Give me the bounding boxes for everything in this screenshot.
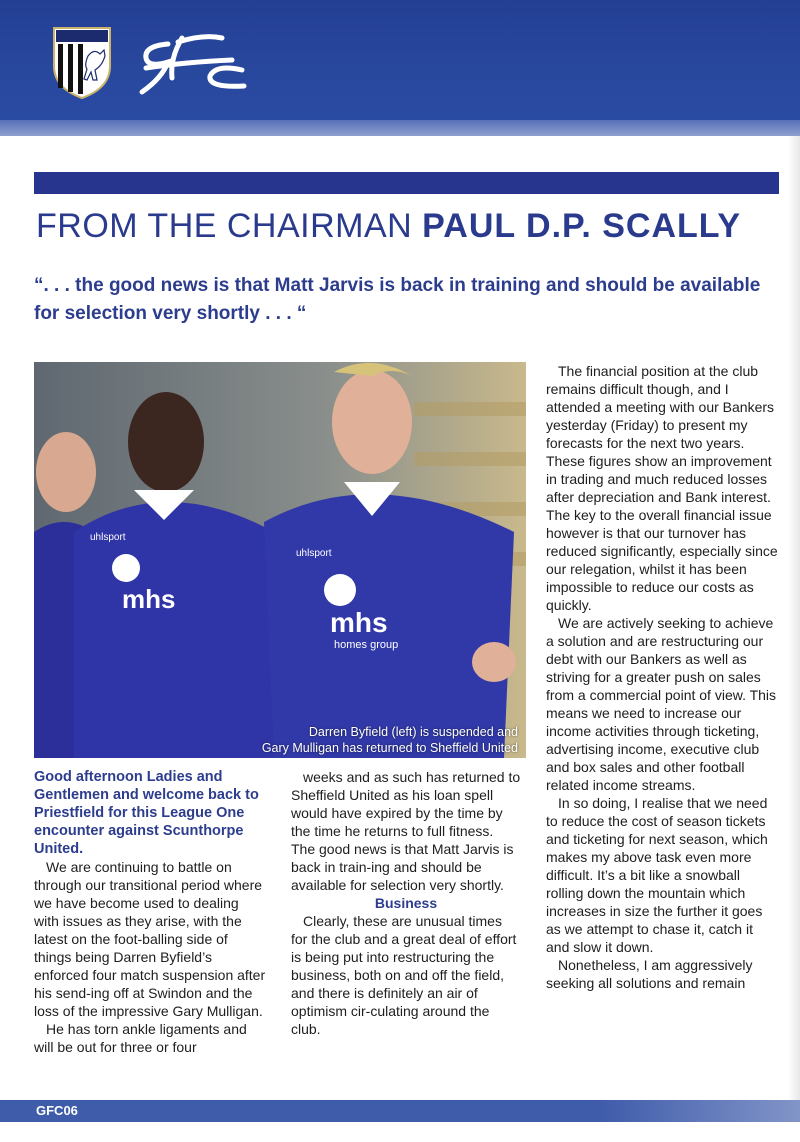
article-column-2 xyxy=(291,768,521,1038)
kit-brand-left: uhlsport xyxy=(90,532,126,543)
footer-bar xyxy=(0,1100,800,1122)
page-title xyxy=(36,204,781,248)
gfc-script-logo xyxy=(138,30,250,100)
caption-line-2: Gary Mulligan has returned to Sheffield United xyxy=(261,741,518,755)
article-column-3 xyxy=(546,362,778,992)
header-stripe xyxy=(0,120,800,136)
article-column-1 xyxy=(34,768,266,1056)
footer-shine xyxy=(600,1100,800,1122)
photo-caption xyxy=(218,724,518,756)
kit-brand-right: uhlsport xyxy=(296,548,332,559)
caption-line-1: Darren Byfield (left) is suspended and xyxy=(308,725,518,739)
article-intro: Good afternoon Ladies and Gentlemen and welcome back to Priestfield for this League One encounter against Scunthorpe United. xyxy=(34,769,259,857)
article-paragraph: He has torn ankle ligaments and will be out for three or four xyxy=(34,1021,247,1055)
article-paragraph: We are continuing to battle on through our transitional period where we have become used to dealing with issues as they arise, with the latest on the foot-balling side of things being Darren Byfield’s enforced four match suspension after his send-ing off at Swindon and the loss of the impressive Gary Mulligan. xyxy=(34,859,266,1019)
article-paragraph: In so doing, I realise that we need to reduce the cost of season tickets and ticketing for next season, which makes my above task even more difficult. It’s a bit like a snowball rolling down the mountain which increases in size the further it goes as we attempt to chase it, catch it and slow it down. xyxy=(546,795,768,955)
chairman-name: PAUL D.P. SCALLY xyxy=(422,207,742,245)
page-number: GFC06 xyxy=(36,1103,78,1118)
article-paragraph: Nonetheless, I am aggressively seeking all solutions and remain xyxy=(546,957,753,991)
article-paragraph: The financial position at the club remains difficult though, and I attended a meeting with our Bankers yesterday (Friday) to present my forecasts for the next two years. These figures show an improvement in trading and much reduced losses after depreciation and Bank interest. The key to the overall financial issue however is that our turnover has reduced significantly, especially since our relegation, whilst it has been impossible to reduce our costs as quickly. xyxy=(546,363,778,613)
article-paragraph: We are actively seeking to achieve a solution and are restructuring our debt with our Bankers as well as striving for a greater push on sales from a commercial point of view. This means we need to increase our income activities through ticketing, advertising income, executive club and box sales and other football related income streams. xyxy=(546,615,777,793)
sponsor-text-right: mhs xyxy=(330,607,388,638)
article-paragraph: weeks and as such has returned to Sheffield United as his loan spell would have expired by the time by the time he returns to full fitness. The good news is that Matt Jarvis is back in train-ing and should be available for selection very shortly. xyxy=(291,769,521,893)
players-photo xyxy=(34,362,526,758)
article-paragraph: Clearly, these are unusual times for the club and a great deal of effort is being put into restructuring the business, both on and off the field, and there is definitely an air of optimism cir-culating around the club. xyxy=(291,913,517,1037)
sponsor-sub-right: homes group xyxy=(334,639,399,651)
section-heading-business: Business xyxy=(374,895,438,911)
sponsor-text-left: mhs xyxy=(122,584,176,614)
pull-quote: “. . . the good news is that Matt Jarvis is back in training and should be available for selection very shortly . . . “ xyxy=(34,275,761,324)
club-crest-logo xyxy=(52,26,112,100)
page-edge-shadow xyxy=(788,136,800,1100)
page-title-label: FROM THE CHAIRMAN xyxy=(36,207,423,245)
page-header xyxy=(0,0,800,120)
title-divider-bar xyxy=(34,172,779,194)
